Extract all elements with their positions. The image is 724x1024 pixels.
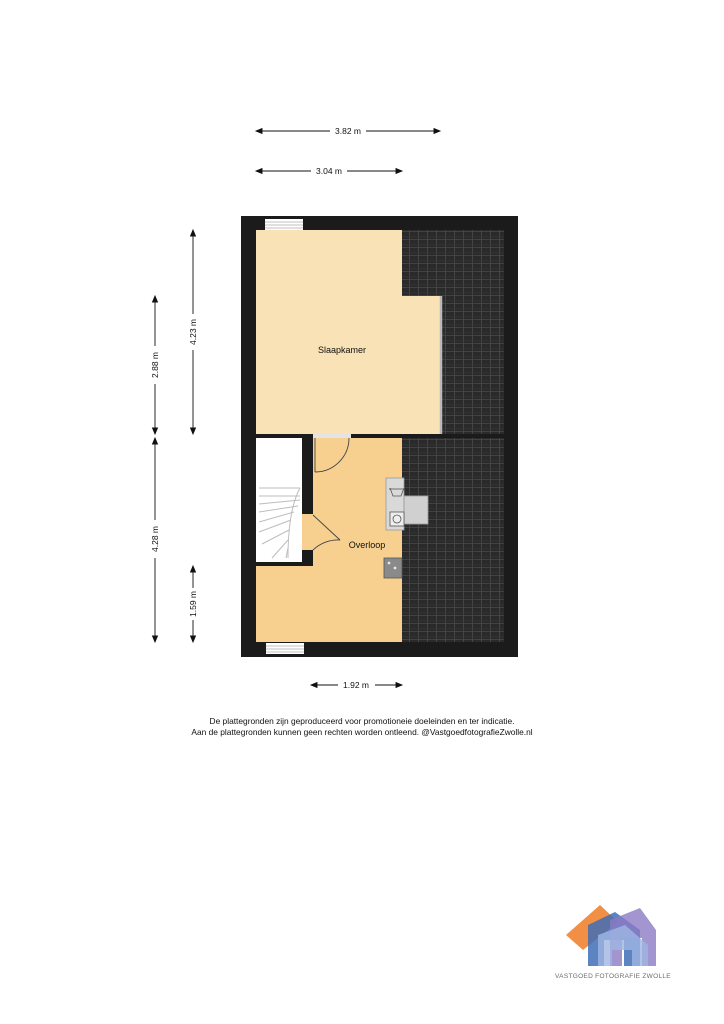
- dimension-label-top-inner: 3.04 m: [316, 166, 342, 176]
- disclaimer-line-1: De plattegronden zijn geproduceerd voor promotioneie doeleinden en ter indicatie.: [209, 716, 515, 726]
- dimension-label-left-upper-inner: 4.23 m: [188, 319, 198, 345]
- logo-caption: VASTGOED FOTOGRAFIE ZWOLLE: [555, 973, 671, 980]
- interior-wall-stair-bottom: [256, 562, 313, 566]
- window-top: [265, 219, 303, 230]
- room-label-overloop: Overloop: [348, 540, 386, 550]
- dimension-label-left-lower-outer: 4.28 m: [150, 526, 160, 552]
- roof-area-lower: [402, 438, 504, 642]
- house-logo-icon: [566, 905, 656, 966]
- dimension-label-left-upper-outer: 2.88 m: [150, 352, 160, 378]
- dimension-label-bottom: 1.92 m: [343, 680, 369, 690]
- window-bottom: [266, 643, 304, 654]
- disclaimer: [0, 716, 724, 738]
- room-label-slaapkamer: Slaapkamer: [317, 345, 367, 355]
- boiler-icon: [384, 558, 402, 578]
- door-opening-stair: [302, 514, 313, 550]
- interior-wall-horizontal-right: [402, 434, 504, 438]
- disclaimer-line-2: Aan de plattegronden kunnen geen rechten worden ontleend. @VastgoedfotografieZwolle.nl: [191, 727, 533, 737]
- dimension-label-left-lower-inner: 1.59 m: [188, 591, 198, 617]
- dimension-label-top-outer: 3.82 m: [335, 126, 361, 136]
